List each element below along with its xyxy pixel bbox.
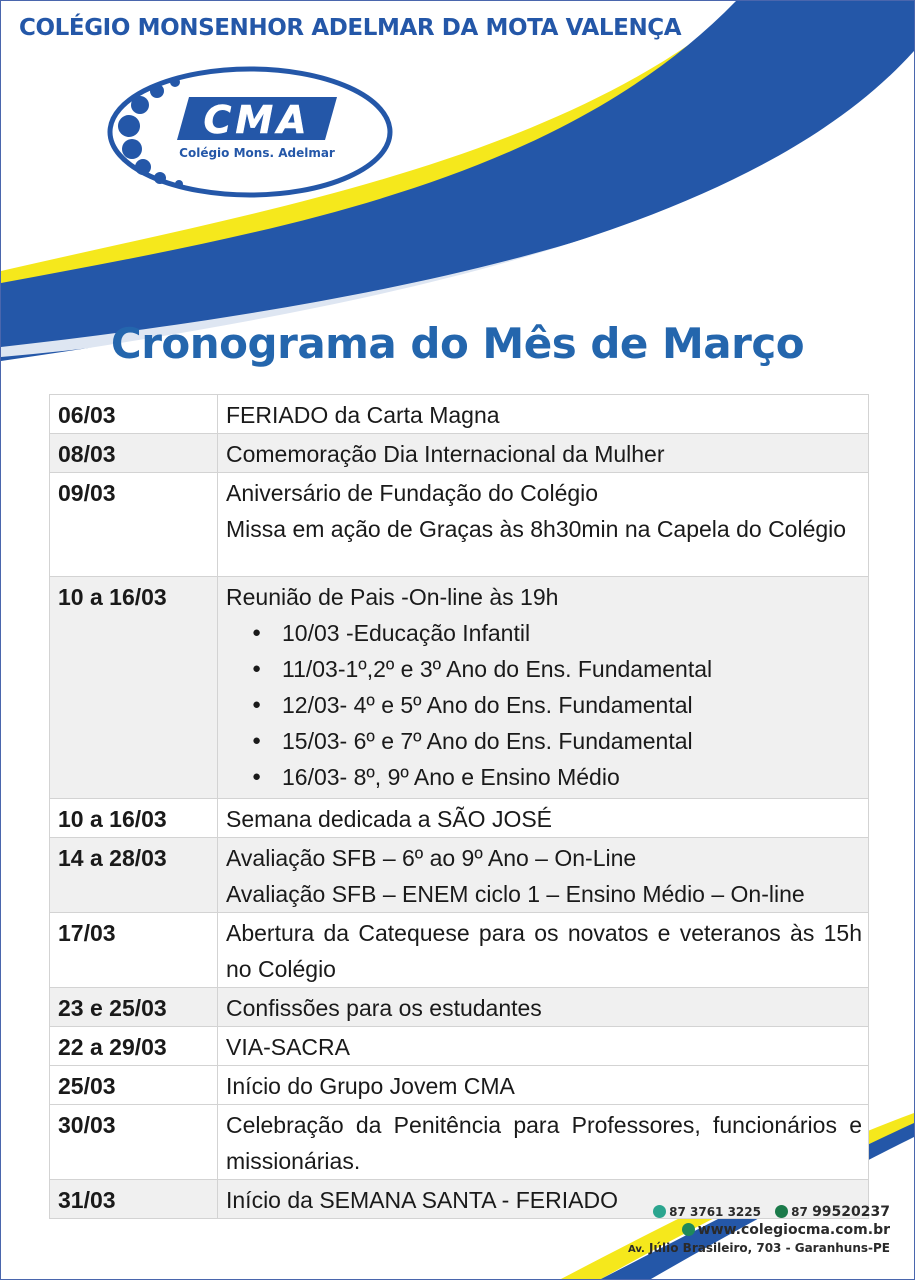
schedule-row xyxy=(50,1027,869,1066)
schedule-date: 22 a 29/03 xyxy=(50,1027,218,1066)
phone-icon xyxy=(653,1205,666,1218)
logo-text: CMA xyxy=(203,98,311,142)
schedule-date: 14 a 28/03 xyxy=(50,838,218,913)
schedule-table xyxy=(49,394,869,1219)
schedule-date: 08/03 xyxy=(50,434,218,473)
list-item: ● 12/03- 4º e 5º Ano do Ens. Fundamental xyxy=(250,687,862,723)
description-line: Início do Grupo Jovem CMA xyxy=(226,1073,515,1099)
description-line: FERIADO da Carta Magna xyxy=(226,402,500,428)
list-item: ● 10/03 -Educação Infantil xyxy=(250,615,862,651)
schedule-description xyxy=(218,434,869,473)
description-line: Aniversário de Fundação do Colégio xyxy=(226,480,599,506)
schedule-row xyxy=(50,799,869,838)
address: Júlio Brasileiro, 703 - Garanhuns-PE xyxy=(649,1241,890,1255)
schedule-date: 09/03 xyxy=(50,473,218,577)
description-line: Início da SEMANA SANTA - FERIADO xyxy=(226,1187,618,1213)
globe-icon xyxy=(682,1223,695,1236)
description-line: Semana dedicada a SÃO JOSÉ xyxy=(226,806,553,832)
schedule-row xyxy=(50,838,869,913)
schedule-date: 10 a 16/03 xyxy=(50,577,218,799)
schedule-date: 06/03 xyxy=(50,395,218,434)
schedule-date: 17/03 xyxy=(50,913,218,988)
phone-number: 3761 3225 xyxy=(690,1205,761,1219)
list-item: ● 11/03-1º,2º e 3º Ano do Ens. Fundamental xyxy=(250,651,862,687)
schedule-description xyxy=(218,913,869,988)
schedule-description xyxy=(218,577,869,799)
schedule-description xyxy=(218,988,869,1027)
phone-prefix: 87 xyxy=(669,1205,686,1219)
description-line: VIA-SACRA xyxy=(226,1034,350,1060)
schedule-description xyxy=(218,799,869,838)
contact-info xyxy=(628,1204,890,1255)
whatsapp-number: 99520237 xyxy=(812,1204,890,1220)
schedule-date: 10 a 16/03 xyxy=(50,799,218,838)
schedule-date: 30/03 xyxy=(50,1105,218,1180)
whatsapp-prefix: 87 xyxy=(791,1205,808,1219)
schedule-row xyxy=(50,913,869,988)
description-line: Reunião de Pais -On-line às 19h xyxy=(226,584,559,610)
description-line: Avaliação SFB – ENEM ciclo 1 – Ensino Médio – On-line xyxy=(226,881,805,907)
description-line: Missa em ação de Graças às 8h30min na Capela do Colégio xyxy=(226,516,847,542)
contact-phones xyxy=(628,1204,890,1220)
school-name: COLÉGIO MONSENHOR ADELMAR DA MOTA VALENÇA xyxy=(19,15,682,41)
schedule-row xyxy=(50,395,869,434)
contact-website xyxy=(628,1222,890,1238)
meeting-list xyxy=(226,615,862,795)
whatsapp-icon xyxy=(775,1205,788,1218)
description-line: Abertura da Catequese para os novatos e veteranos às 15h no Colégio xyxy=(226,920,862,982)
description-line: Confissões para os estudantes xyxy=(226,995,542,1021)
logo-subtitle: Colégio Mons. Adelmar xyxy=(179,146,335,160)
schedule-row xyxy=(50,577,869,799)
schedule-row xyxy=(50,434,869,473)
schedule-description xyxy=(218,1066,869,1105)
schedule-date: 23 e 25/03 xyxy=(50,988,218,1027)
schedule-row xyxy=(50,1105,869,1180)
page-title: Cronograma do Mês de Março xyxy=(110,319,805,368)
list-item: ● 16/03- 8º, 9º Ano e Ensino Médio xyxy=(250,759,862,795)
schedule-description xyxy=(218,1105,869,1180)
list-item: ● 15/03- 6º e 7º Ano do Ens. Fundamental xyxy=(250,723,862,759)
website: www.colegiocma.com.br xyxy=(697,1222,890,1238)
schedule-description xyxy=(218,838,869,913)
schedule-row xyxy=(50,988,869,1027)
schedule-date: 31/03 xyxy=(50,1180,218,1219)
schedule-date: 25/03 xyxy=(50,1066,218,1105)
contact-address xyxy=(628,1241,890,1255)
description-line: Comemoração Dia Internacional da Mulher xyxy=(226,441,665,467)
schedule-description xyxy=(218,395,869,434)
description-line: Avaliação SFB – 6º ao 9º Ano – On-Line xyxy=(226,845,637,871)
schedule-row xyxy=(50,473,869,577)
address-prefix: Av. xyxy=(627,1244,645,1255)
schedule-row xyxy=(50,1066,869,1105)
schedule-description xyxy=(218,1027,869,1066)
cma-logo xyxy=(105,63,395,201)
schedule-description xyxy=(218,473,869,577)
description-line: Celebração da Penitência para Professores, funcionários e missionárias. xyxy=(226,1112,862,1174)
